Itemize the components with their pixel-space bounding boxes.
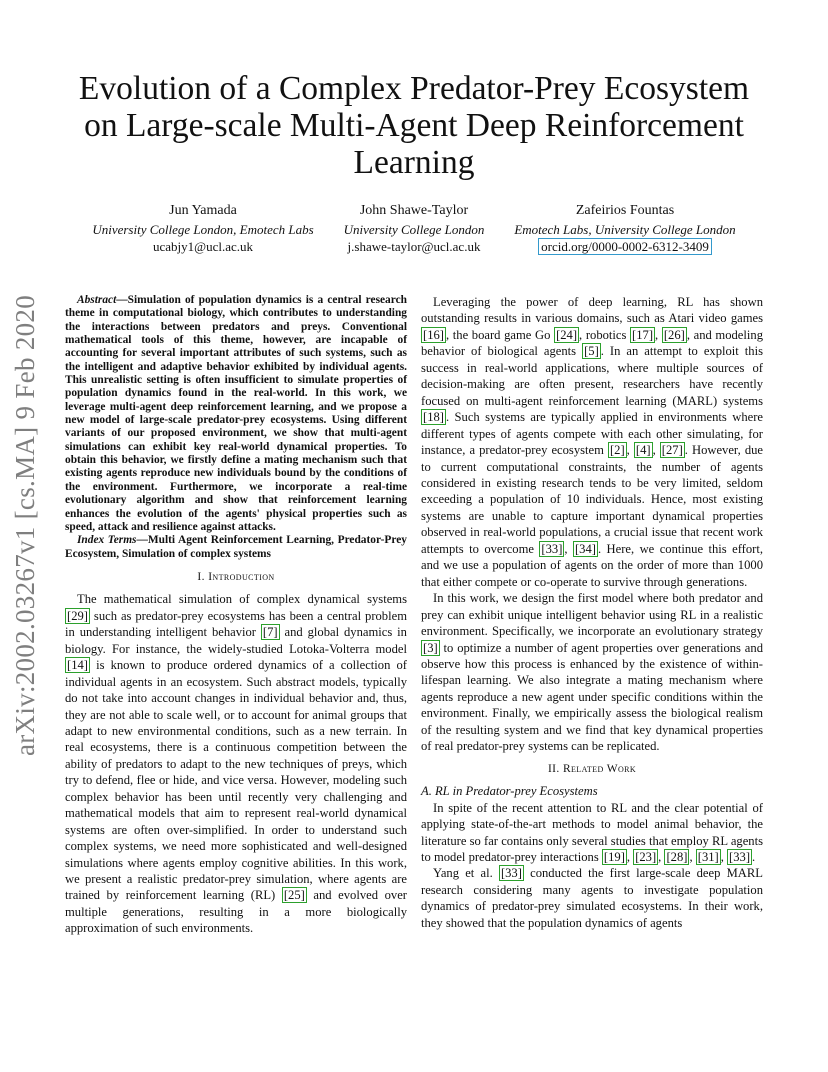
- paragraph-text: .: [752, 849, 756, 864]
- author-affiliation: Emotech Labs, University College London: [514, 222, 736, 237]
- citation-link[interactable]: [3]: [423, 640, 438, 655]
- paragraph-text: . However, due to current computational constraints, the number of agents considered in existing research tends to be very limited, seldom exceeding a population of 10 individuals. Hence, most existing systems are unable to capture important dynamical properties observed in real-world populations, a crucial issue that recent work attempts to overcome: [421, 443, 764, 556]
- author-name: Zafeirios Fountas: [575, 203, 675, 218]
- index-terms-label: Index Terms: [77, 534, 137, 547]
- paragraph-text: , and modeling behavior of biological agents: [421, 327, 763, 359]
- paragraph-text: Yang et al.: [433, 866, 499, 881]
- author-block-3: [500, 202, 750, 255]
- author-block-2: [328, 202, 500, 255]
- citation-link[interactable]: [4]: [635, 443, 651, 458]
- citation-link[interactable]: [5]: [584, 344, 599, 359]
- paragraph-text: ,: [564, 541, 573, 556]
- abstract-text: —Simulation of population dynamics is a central research theme in computational biology, which contributes to understanding the interactions between predators and preys. Conventional mathematical tools of this theme, however, are incapable of accounting for several important attributes of such systems, such as the intelligent and adaptive behavior exhibited by individual agents. This unrealistic setting is often insufficient to simulate properties of population dynamics found in the real-world. In this work, we leverage multi-agent deep reinforcement learning, and we propose a new model of large-scale predator-prey ecosystems. Using different variants of our proposed environment, we show that multi-agent simulations can exhibit key real-world dynamical properties. To obtain this behavior, we firstly define a mating mechanism such that existing agents reproduce new individuals bound by the conditions of the environment. Furthermore, we incorporate a real-time evolutionary algorithm and show that reinforcement learning enhances the evolution of the agents' physical properties such as speed, attack and resilience against attacks.: [65, 294, 407, 533]
- paragraph-text: The mathematical simulation of complex dynamical systems: [77, 592, 407, 607]
- citation-link[interactable]: [33]: [541, 541, 563, 556]
- author-affiliation: University College London, Emotech Labs: [92, 222, 314, 237]
- paragraph-text: , robotics: [579, 327, 631, 342]
- paragraph-text: and evolved over multiple generations, resulting in a more biologically approximation of such environments.: [65, 888, 408, 936]
- author-affiliation: University College London: [343, 222, 485, 237]
- citation-link[interactable]: [7]: [262, 625, 278, 640]
- paragraph-text: ,: [720, 849, 728, 864]
- paragraph-text: ,: [626, 849, 634, 864]
- subsection-heading: A. RL in Predator-prey Ecosystems: [421, 784, 598, 799]
- paragraph-text: is known to produce ordered dynamics of a collection of individual agents in an ecosystem. Such abstract models, typically do not take into account changes in individual behavior and, thus, they are not able to scale well, or to account for animal groups that adapt to new environmental conditions, such as a new terrain. In real ecosystems, there is a continuous competition between the ability of predators to adapt to the new techniques of preys, which try to defend, flee or hide, and vice versa. However, modeling such complex behavior has been until recently very challenging and mathematical models that aim to represent real-world dynamical systems are often over-simplified. In order to understand such complex systems, we need more sophisticated and well-designed simulations where agents employ cognitive abilities. In this work, we present a realistic predator-prey simulation, where agents are trained by reinforcement learning (RL): [65, 658, 407, 903]
- citation-link[interactable]: [2]: [609, 443, 625, 458]
- paragraph-text: ,: [655, 327, 662, 342]
- author-block-1: [78, 202, 328, 255]
- paragraph-text: ,: [626, 443, 634, 458]
- left-column: [65, 294, 407, 937]
- citation-link[interactable]: [33]: [500, 866, 522, 881]
- paragraph-text: conducted the first large-scale deep MARL research considering many agents to investigate population dynamics of predator-prey simulated ecosystems. In their work, they showed that the population dynamics of agents: [421, 866, 763, 930]
- section-heading-related-work: II. Related Work: [547, 762, 637, 775]
- paragraph: [65, 591, 407, 937]
- citation-link[interactable]: [31]: [697, 849, 719, 864]
- abstract-label: Abstract: [77, 294, 117, 306]
- citation-link[interactable]: [26]: [663, 327, 685, 342]
- citation-link[interactable]: [19]: [603, 849, 625, 864]
- index-terms: [65, 534, 407, 561]
- paragraph-text: . In an attempt to exploit this success in real-world applications, where multiple sources of decision-making are often present, researchers have recently focused on multi-agent reinforcement learning (MARL) systems: [421, 344, 764, 408]
- author-email[interactable]: ucabjy1@ucl.ac.uk: [152, 239, 254, 254]
- paragraph: [421, 590, 763, 755]
- paragraph: [421, 800, 763, 866]
- paragraph: [421, 865, 763, 931]
- paragraph-text: and global dynamics in biology. For instance, the widely-studied Lotoka-Volterra model: [65, 625, 407, 656]
- paragraph-text: Leveraging the power of deep learning, RL has shown outstanding results in various domains, such as Atari video games: [421, 295, 763, 326]
- citation-link[interactable]: [24]: [556, 327, 578, 342]
- citation-link[interactable]: [28]: [666, 849, 688, 864]
- paragraph-text: In spite of the recent attention to RL and the clear potential of applying state-of-the-art methods to model animal behavior, the literature so far contains only several studies that employ RL agents to model predator-prey interactions: [421, 800, 763, 864]
- citation-link[interactable]: [34]: [574, 541, 596, 556]
- paragraph-text: to optimize a number of agent properties over generations and observe how this process is enhanced by the existence of within-lifespan learning. We also integrate a mating mechanism where agents reproduce a new agent under specific conditions within the environment. Finally, we empirically assess the biological realism of the resulting system and we find that key dynamical properties of real predator-prey systems can be replicated.: [421, 640, 763, 754]
- paragraph-text: , the board game Go: [445, 327, 555, 342]
- citation-link[interactable]: [23]: [635, 849, 657, 864]
- citation-link[interactable]: [16]: [423, 327, 444, 342]
- paper-title: Evolution of a Complex Predator-Prey Ecosystem on Large-scale Multi-Agent Deep Reinforcement Learning: [78, 70, 750, 181]
- citation-link[interactable]: [33]: [729, 849, 751, 864]
- paragraph-text: . Here, we continue this effort, and we use a population of agents on the order of more than 1000 that either compete or co-operate to survive through generations.: [421, 541, 763, 589]
- paragraph-text: such as predator-prey ecosystems has been a central problem in understanding intelligent behavior: [65, 608, 407, 640]
- citation-link[interactable]: [18]: [423, 410, 444, 425]
- paragraph-text: . Such systems are typically applied in environments where different types of agents compete with each other simulating, for instance, a predator-prey ecosystem: [421, 410, 763, 458]
- citation-link[interactable]: [14]: [67, 658, 88, 673]
- citation-link[interactable]: [29]: [67, 608, 88, 623]
- paragraph-text: ,: [658, 849, 665, 864]
- arxiv-identifier: [2, 285, 50, 765]
- paragraph-text: In this work, we design the first model where both predator and prey can exhibit unique intelligent behavior using RL in a realistic environment. Specifically, we incorporate an evolutionary strategy: [421, 591, 763, 639]
- author-email[interactable]: j.shawe-taylor@ucl.ac.uk: [347, 239, 481, 254]
- orcid-link[interactable]: orcid.org/0000-0002-6312-3409: [538, 238, 712, 255]
- abstract: [65, 294, 407, 534]
- author-name: Jun Yamada: [169, 203, 237, 218]
- arxiv-identifier-text: arXiv:2002.03267v1 [cs.MA] 9 Feb 2020: [10, 294, 41, 756]
- section-heading-introduction: I. Introduction: [197, 570, 275, 583]
- citation-link[interactable]: [25]: [283, 888, 305, 903]
- citation-link[interactable]: [27]: [661, 443, 683, 458]
- paragraph: [421, 294, 763, 590]
- paragraph-text: ,: [689, 849, 696, 864]
- paragraph-text: ,: [652, 443, 660, 458]
- author-name: John Shawe-Taylor: [359, 203, 469, 218]
- right-column: [421, 294, 763, 931]
- index-terms-text: —Multi Agent Reinforcement Learning, Predator-Prey Ecosystem, Simulation of complex systems: [65, 534, 407, 560]
- citation-link[interactable]: [17]: [632, 327, 654, 342]
